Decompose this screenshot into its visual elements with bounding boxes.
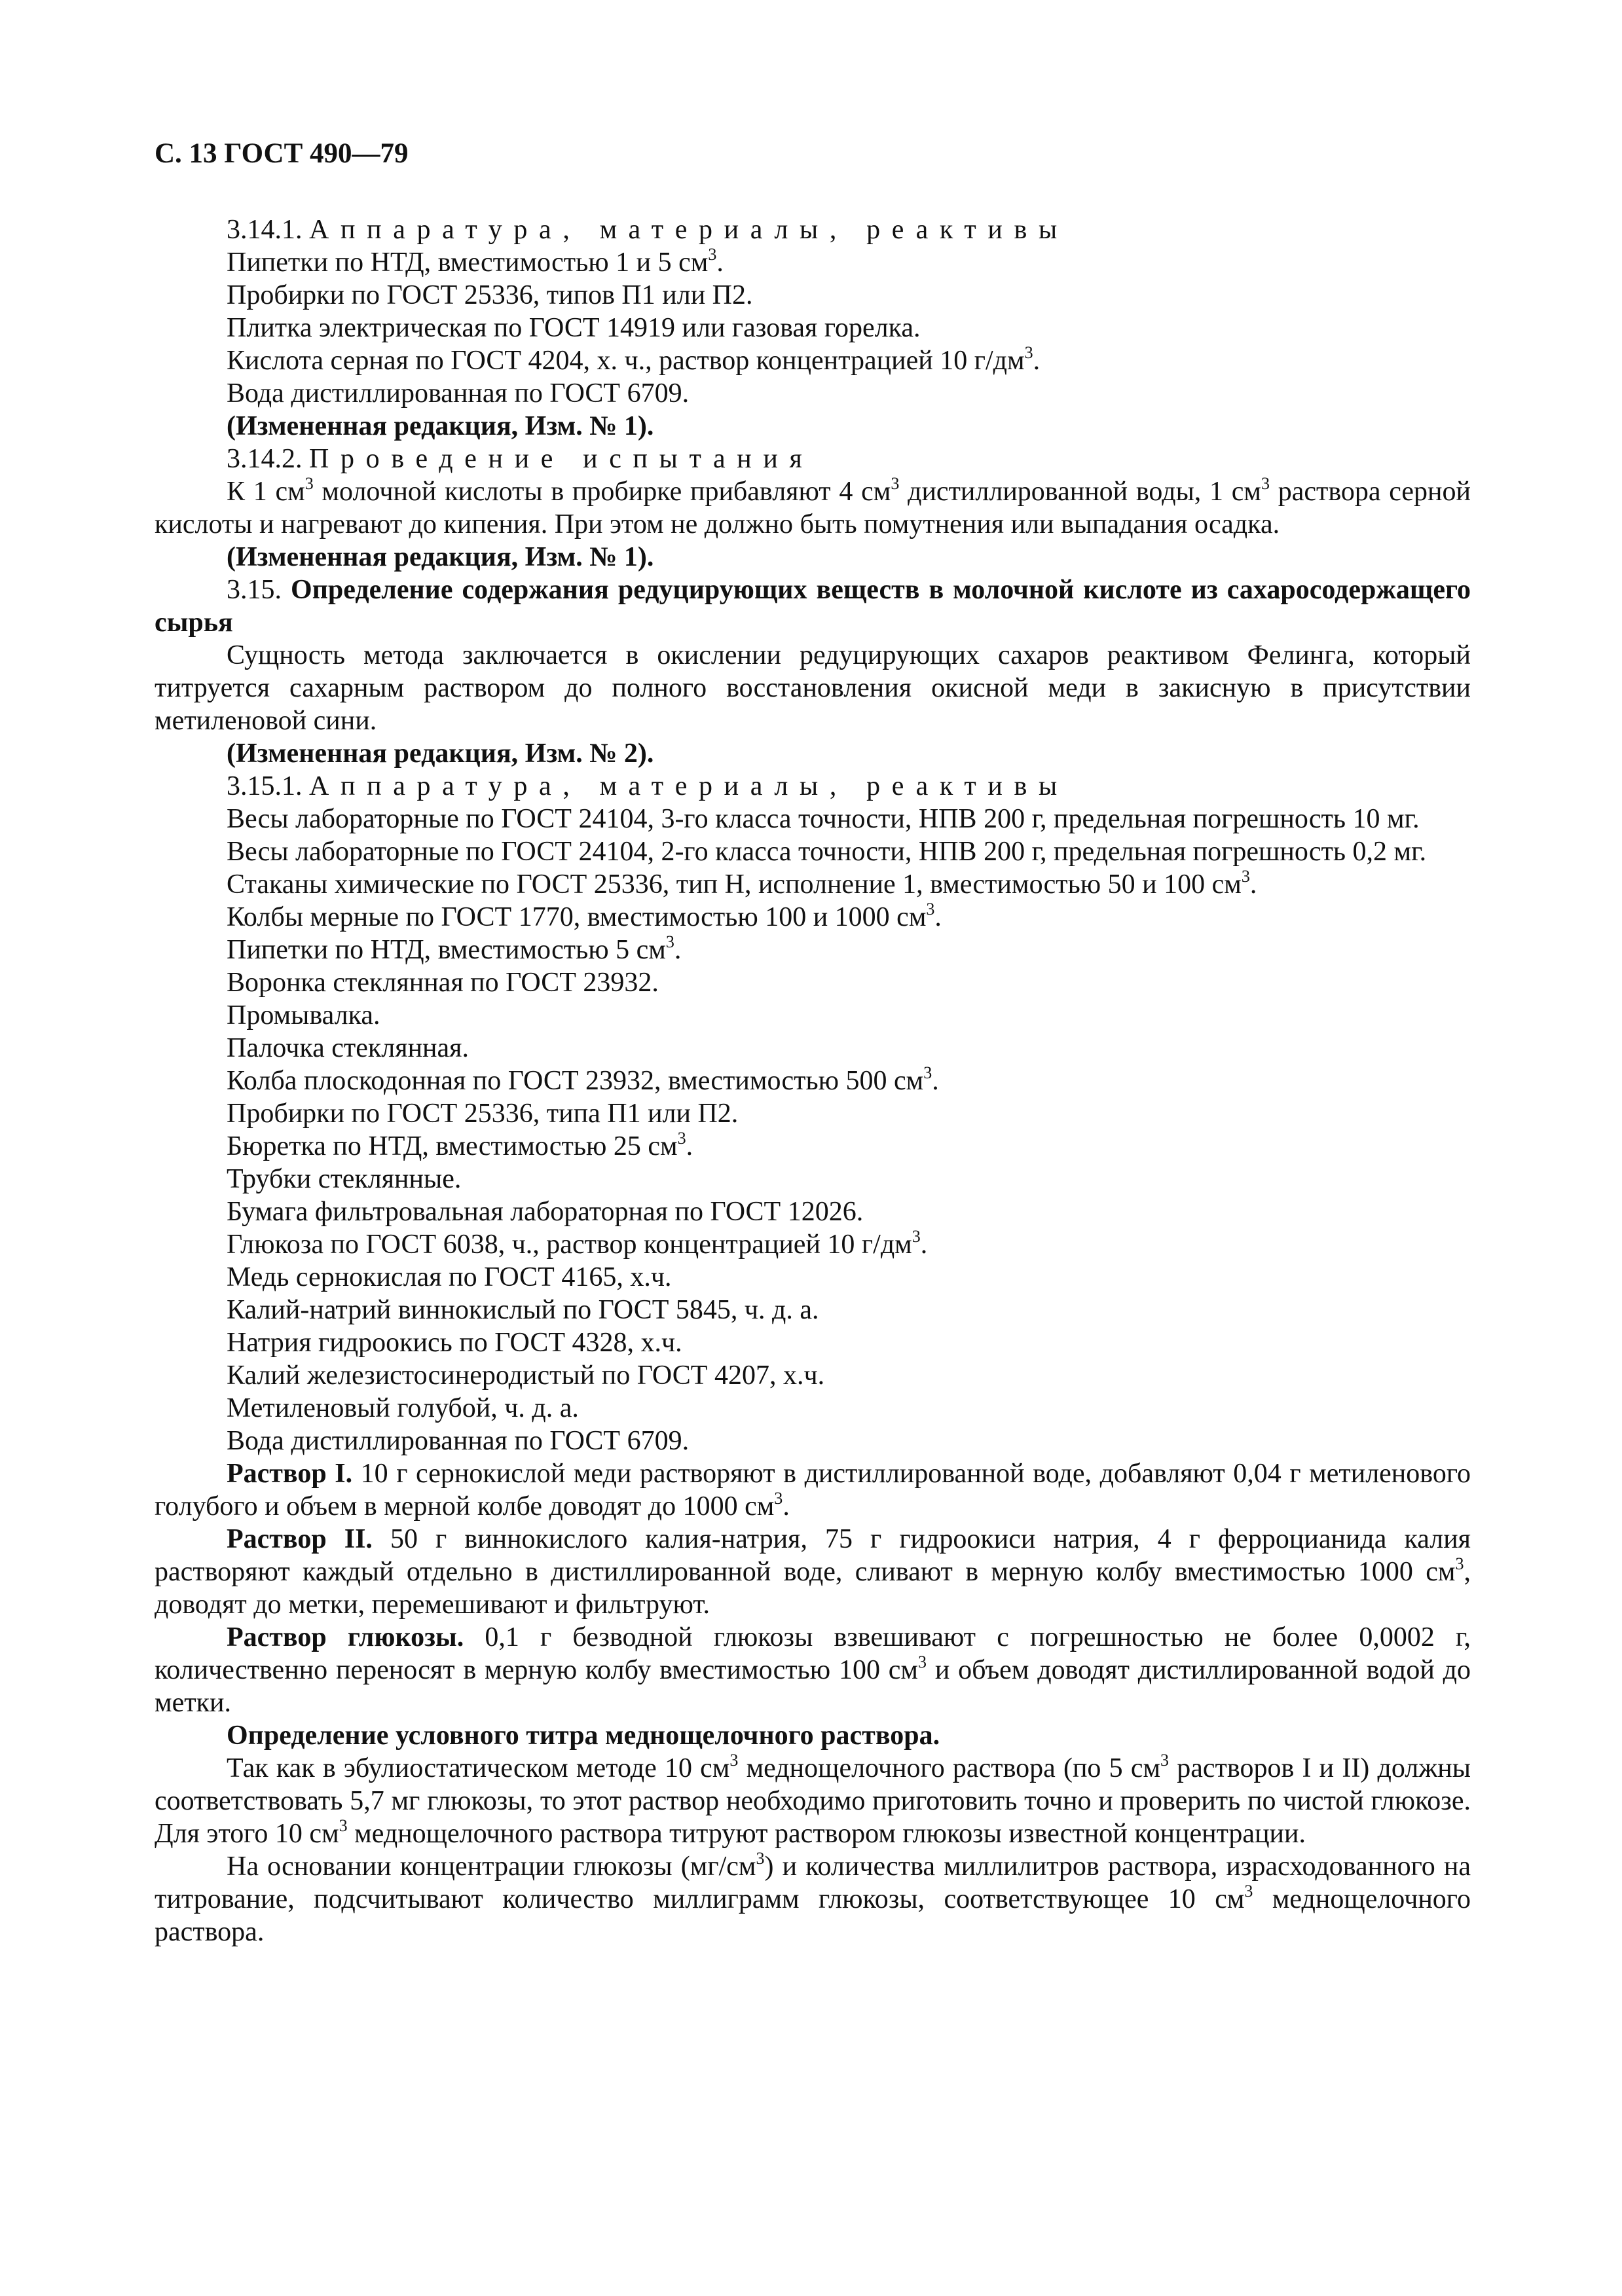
list-item: Весы лабораторные по ГОСТ 24104, 3-го класса точности, НПВ 200 г, предельная погрешность 10 мг.: [227, 804, 1420, 834]
list-item: Пипетки по НТД, вместимостью 1 и 5 $см^3$.: [227, 245, 724, 278]
list-item: Стаканы химические по ГОСТ 25336, тип Н, исполнение 1, вместимостью 50 и 100 $см^3$.: [227, 867, 1257, 900]
list-item: Промывалка.: [227, 1000, 380, 1030]
list-item: Медь сернокислая по ГОСТ 4165, х.ч.: [227, 1262, 672, 1292]
list-item: Колба плоскодонная по ГОСТ 23932, вместимостью 500 $см^3$.: [227, 1063, 939, 1096]
edit-note: (Измененная редакция, Изм. № 2).: [227, 738, 654, 769]
list-item: Вода дистиллированная по ГОСТ 6709.: [227, 1426, 690, 1456]
page-header: С. 13 ГОСТ 490—79: [155, 138, 409, 169]
list-item: Пробирки по ГОСТ 25336, типов П1 или П2.: [227, 280, 753, 310]
list-item: Бюретка по НТД, вместимостью 25 $см^3$.: [227, 1129, 693, 1161]
section-3-14-1-heading: 3.14.1. Аппаратура, материалы, реактивы: [227, 215, 1069, 245]
list-item: Калий-натрий виннокислый по ГОСТ 5845, ч. д. а.: [227, 1295, 819, 1325]
glucose-solution-paragraph: Раствор глюкозы. 0,1 г безводной глюкозы взвешивают с погрешностью не более 0,0002 г, количественно переносят в мерную колбу вместимостью 100 $см^3$ и объем доводят дистиллированной водой до метки.: [155, 1622, 1471, 1718]
list-item: Калий железистосинеродистый по ГОСТ 4207, х.ч.: [227, 1360, 825, 1391]
section-3-14-2-heading: 3.14.2. Проведение испытания: [227, 444, 814, 474]
list-item: Натрия гидроокись по ГОСТ 4328, х.ч.: [227, 1328, 682, 1358]
test-procedure-paragraph: К 1 $см^3$ молочной кислоты в пробирке прибавляют 4 $см^3$ дистиллированной воды, 1 $см^3$ раствора серной кислоты и нагревают до кипения. При этом не должно быть помутнения или выпадания осадка.: [155, 474, 1471, 539]
document-page: [155, 137, 1471, 1948]
titer-paragraph-2: На основании концентрации глюкозы $(мг/см^3)$ и количества миллилитров раствора, израсходованного на титрование, подсчитывают количество миллиграмм глюкозы, соответствующее 10 $см^3$ меднощелочного раствора.: [155, 1849, 1471, 1947]
section-3-15-heading: 3.15. Определение содержания редуцирующих веществ в молочной кислоте из сахаросодержащего сырья: [155, 575, 1471, 638]
list-item: Палочка стеклянная.: [227, 1033, 469, 1063]
titer-paragraph-1: Так как в эбулиостатическом методе 10 $см^3$ меднощелочного раствора (по 5 $см^3$ растворов I и II) должны соответствовать 5,7 мг глюкозы, то этот раствор необходимо приготовить точно и проверить по чистой глюкозе. Для этого 10 $см^3$ меднощелочного раствора титруют раствором глюкозы известной концентрации.: [155, 1751, 1471, 1849]
list-item: Весы лабораторные по ГОСТ 24104, 2-го класса точности, НПВ 200 г, предельная погрешность 0,2 мг.: [227, 837, 1427, 867]
list-item: Трубки стеклянные.: [227, 1164, 462, 1194]
section-3-15-1-heading: 3.15.1. Аппаратура, материалы, реактивы: [227, 771, 1069, 801]
solution-1-paragraph: Раствор I. 10 г сернокислой меди растворяют в дистиллированной воде, добавляют 0,04 г метиленового голубого и объем в мерной колбе доводят до 1000 $см^3$.: [155, 1459, 1471, 1522]
edit-note: (Измененная редакция, Изм. № 1).: [227, 542, 654, 572]
titer-heading: Определение условного титра меднощелочного раствора.: [227, 1721, 940, 1751]
solution-2-paragraph: Раствор II. 50 г виннокислого калия-натрия, 75 г гидроокиси натрия, 4 г ферроцианида калия растворяют каждый отдельно в дистиллированной воде, сливают в мерную колбу вместимостью 1000 $см^3$, доводят до метки, перемешивают и фильтруют.: [155, 1524, 1471, 1620]
list-item: Метиленовый голубой, ч. д. а.: [227, 1393, 579, 1423]
list-item: Вода дистиллированная по ГОСТ 6709.: [227, 378, 690, 409]
section-title-spaced: Аппаратура, материалы, реактивы: [309, 215, 1069, 245]
list-item: Воронка стеклянная по ГОСТ 23932.: [227, 968, 659, 998]
section-title-spaced: Аппаратура, материалы, реактивы: [309, 771, 1069, 801]
edit-note: (Измененная редакция, Изм. № 1).: [227, 411, 654, 441]
list-item: Пробирки по ГОСТ 25336, типа П1 или П2.: [227, 1099, 739, 1129]
list-item: Бумага фильтровальная лабораторная по ГОСТ 12026.: [227, 1197, 864, 1227]
list-item: Колбы мерные по ГОСТ 1770, вместимостью 100 и 1000 $см^3$.: [227, 900, 942, 932]
section-title-spaced: Проведение испытания: [309, 444, 814, 474]
list-item: Кислота серная по ГОСТ 4204, х. ч., раствор концентрацией 10 $г/дм^3$.: [227, 343, 1041, 376]
list-item: Глюкоза по ГОСТ 6038, ч., раствор концентрацией 10 $г/дм^3$.: [227, 1227, 928, 1260]
list-item: Пипетки по НТД, вместимостью 5 $см^3$.: [227, 932, 682, 965]
list-item: Плитка электрическая по ГОСТ 14919 или газовая горелка.: [227, 313, 921, 343]
method-essence-paragraph: Сущность метода заключается в окислении редуцирующих сахаров реактивом Фелинга, который титруется сахарным раствором до полного восстановления окисной меди в закисную в присутствии метиленовой сини.: [155, 640, 1471, 736]
